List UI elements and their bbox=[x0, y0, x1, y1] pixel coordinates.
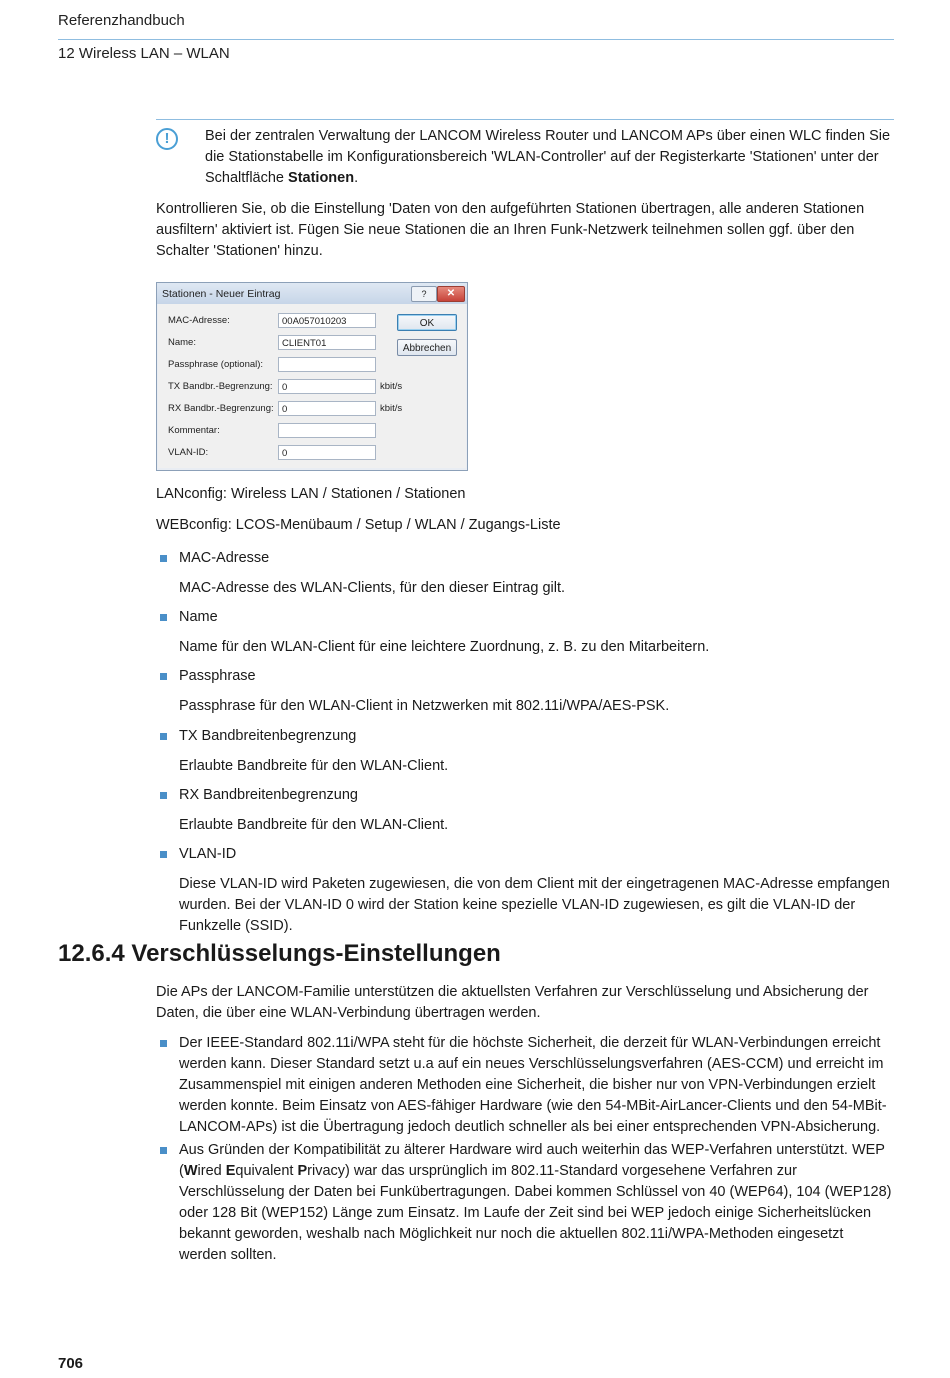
bullet-marker bbox=[160, 851, 167, 858]
close-button[interactable]: ✕ bbox=[437, 286, 465, 302]
item-label-name: Name bbox=[179, 609, 218, 625]
bullet-marker bbox=[160, 1040, 167, 1047]
help-button[interactable]: ? bbox=[411, 286, 437, 302]
item-desc-rx: Erlaubte Bandbreite für den WLAN-Client. bbox=[179, 817, 449, 833]
lanconfig-path: LANconfig: Wireless LAN / Stationen / Stationen bbox=[156, 486, 466, 502]
field-label-tx: TX Bandbr.-Begrenzung: bbox=[168, 381, 273, 392]
item-desc-vlan: Diese VLAN-ID wird Paketen zugewiesen, die von dem Client mit der eingetragenen MAC-Adresse empfangen wurden. Bei der VLAN-ID 0 wird der Station keine spezielle VLAN-ID zugewiesen, es gilt die VLAN-ID der Funkzelle (SSID). bbox=[179, 876, 890, 934]
dialog-title: Stationen - Neuer Eintrag bbox=[162, 288, 281, 300]
bullet-marker bbox=[160, 792, 167, 799]
vlan-id-input[interactable]: 0 bbox=[278, 445, 376, 460]
cancel-button[interactable]: Abbrechen bbox=[397, 339, 457, 356]
note-text: Bei der zentralen Verwaltung der LANCOM Wireless Router und LANCOM APs über einen WLC finden Sie die Stationstabelle im Konfigurationsbereich 'WLAN-Controller' auf der Registerkarte 'Stationen' unter der Schaltfläche Stationen. bbox=[205, 128, 891, 186]
rx-unit: kbit/s bbox=[380, 403, 403, 414]
dialog-titlebar bbox=[157, 283, 467, 304]
field-label-vlan: VLAN-ID: bbox=[168, 447, 209, 458]
webconfig-path: WEBconfig: LCOS-Menübaum / Setup / WLAN / Zugangs-Liste bbox=[156, 517, 561, 533]
note-rule bbox=[156, 119, 894, 120]
bullet-marker bbox=[160, 733, 167, 740]
section-heading: 12.6.4 Verschlüsselungs-Einstellungen bbox=[58, 940, 501, 967]
section-intro: Die APs der LANCOM-Familie unterstützen die aktuellsten Verfahren zur Verschlüsselung und Absicherung der Daten, die über eine WLAN-Verbindung übertragen werden. bbox=[156, 984, 869, 1021]
item-desc-name: Name für den WLAN-Client für eine leichtere Zuordnung, z. B. zu den Mitarbeitern. bbox=[179, 639, 710, 655]
bullet-marker bbox=[160, 614, 167, 621]
field-label-mac: MAC-Adresse: bbox=[168, 315, 230, 326]
stationen-dialog bbox=[156, 282, 468, 471]
running-header-chapter: 12 Wireless LAN – WLAN bbox=[58, 45, 230, 62]
mac-address-input[interactable]: 00A057010203 bbox=[278, 313, 376, 328]
tx-bandwidth-input[interactable]: 0 bbox=[278, 379, 376, 394]
field-label-comment: Kommentar: bbox=[168, 425, 220, 436]
rx-bandwidth-input[interactable]: 0 bbox=[278, 401, 376, 416]
item-label-rx: RX Bandbreitenbegrenzung bbox=[179, 787, 358, 803]
dialog-body bbox=[158, 304, 466, 468]
item-desc-mac: MAC-Adresse des WLAN-Clients, für den dieser Eintrag gilt. bbox=[179, 580, 566, 596]
bullet-marker bbox=[160, 673, 167, 680]
field-label-rx: RX Bandbr.-Begrenzung: bbox=[168, 403, 274, 414]
intro-paragraph: Kontrollieren Sie, ob die Einstellung 'Daten von den aufgeführten Stationen übertragen, alle anderen Stationen ausfiltern' aktiviert ist. Fügen Sie neue Stationen die an Ihren Funk-Netzwerk teilnehmen sollen ggf. über den Schalter 'Stationen' hinzu. bbox=[156, 201, 865, 259]
bullet-wpa: Der IEEE-Standard 802.11i/WPA steht für die höchste Sicherheit, die derzeit für WLAN-Verbindungen erreicht werden kann. Dieser Standard setzt u.a auf ein neues Verschlüsselungsverfahren (AES-CCM) und erreicht im Zusammenspiel mit einigen anderen Methoden eine Sicherheit, die bisher nur von VPN-Verbindungen erzielt werden konnte. Beim Einsatz von AES-fähiger Hardware (wie den 54-MBit-AirLancer-Clients und den 54-MBit-LANCOM-APs) ist die Übertragung jedoch deutlich schneller als bei einer entsprechenden VPN-Absicherung. bbox=[179, 1035, 887, 1135]
info-exclamation-icon: ! bbox=[156, 128, 178, 150]
name-input[interactable]: CLIENT01 bbox=[278, 335, 376, 350]
field-label-passphrase: Passphrase (optional): bbox=[168, 359, 264, 370]
item-label-tx: TX Bandbreitenbegrenzung bbox=[179, 728, 357, 744]
field-label-name: Name: bbox=[168, 337, 196, 348]
item-desc-tx: Erlaubte Bandbreite für den WLAN-Client. bbox=[179, 758, 449, 774]
bullet-marker bbox=[160, 1147, 167, 1154]
running-header-title: Referenzhandbuch bbox=[58, 12, 185, 29]
bullet-wep: Aus Gründen der Kompatibilität zu älterer Hardware wird auch weiterhin das WEP-Verfahren unterstützt. WEP (Wired Equivalent Privacy) war das ursprünglich im 802.11-Standard vorgesehene Verfahren zur Verschlüsselung der Daten bei Funkübertragungen. Dabei kommen Schlüssel von 40 (WEP64), 104 (WEP128) oder 128 Bit (WEP152) Länge zum Einsatz. Im Laufe der Zeit sind bei WEP jedoch einige Sicherheitslücken bekannt geworden, weshalb nach Möglichkeit nur noch die aktuellen 802.11i/WPA-Methoden eingesetzt werden sollten. bbox=[179, 1142, 892, 1263]
item-desc-passphrase: Passphrase für den WLAN-Client in Netzwerken mit 802.11i/WPA/AES-PSK. bbox=[179, 698, 670, 714]
comment-input[interactable] bbox=[278, 423, 376, 438]
header-rule bbox=[58, 39, 894, 40]
bullet-marker bbox=[160, 555, 167, 562]
item-label-mac: MAC-Adresse bbox=[179, 550, 270, 566]
page-number: 706 bbox=[58, 1355, 84, 1372]
ok-button[interactable]: OK bbox=[397, 314, 457, 331]
item-label-vlan: VLAN-ID bbox=[179, 846, 237, 862]
passphrase-input[interactable] bbox=[278, 357, 376, 372]
item-label-passphrase: Passphrase bbox=[179, 668, 256, 684]
tx-unit: kbit/s bbox=[380, 381, 403, 392]
